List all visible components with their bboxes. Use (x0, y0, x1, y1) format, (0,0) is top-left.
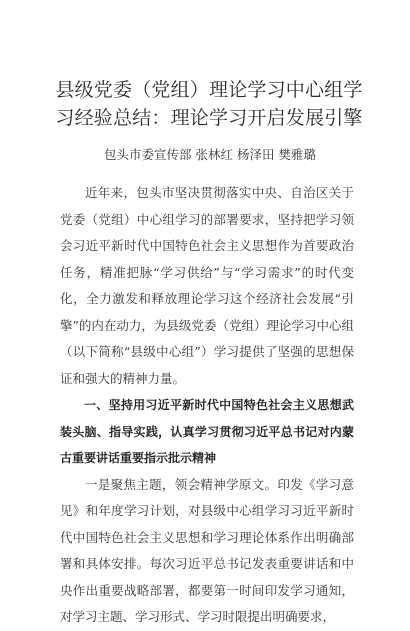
intro-paragraph: 近年来，包头市坚决贯彻落实中央、自治区关于党委（党组）中心组学习的部署要求，坚持把学习领会习近平新时代中国特色社会主义思想作为首要政治任务，精准把脉“学习供给”与“学习需求”的时代变化，全力激发和释放理论学习这个经济社会发展“引擎”的内在动力，为县级党委（党组）理论学习中心组（以下简称“县级中心组”）学习提供了坚强的思想保证和强大的精神力量。 (60, 185, 354, 386)
section-heading: 一、坚持用习近平新时代中国特色社会主义思想武装头脑、指导实践，认真学习贯彻习近平总书记对内蒙古重要讲话重要指示批示精神 (60, 398, 354, 465)
document-body (60, 180, 354, 631)
author-byline: 包头市委宣传部 张林红 杨泽田 樊雅璐 (104, 147, 316, 162)
document-title: 县级党委（党组）理论学习中心组学习经验总结：理论学习开启发展引擎 (55, 79, 363, 129)
section-paragraph: 一是聚焦主题，领会精神学原文。印发《学习意见》和年度学习计划，对县级中心组学习习近平新时代中国特色社会主义思想和学习理论体系作出明确部署和具体安排。每次习近平总书记发表重要讲话和中央作出重要战略部署，都要第一时间印发学习通知，对学习主题、学习形式、学习时限提出明确要求， (60, 476, 354, 624)
